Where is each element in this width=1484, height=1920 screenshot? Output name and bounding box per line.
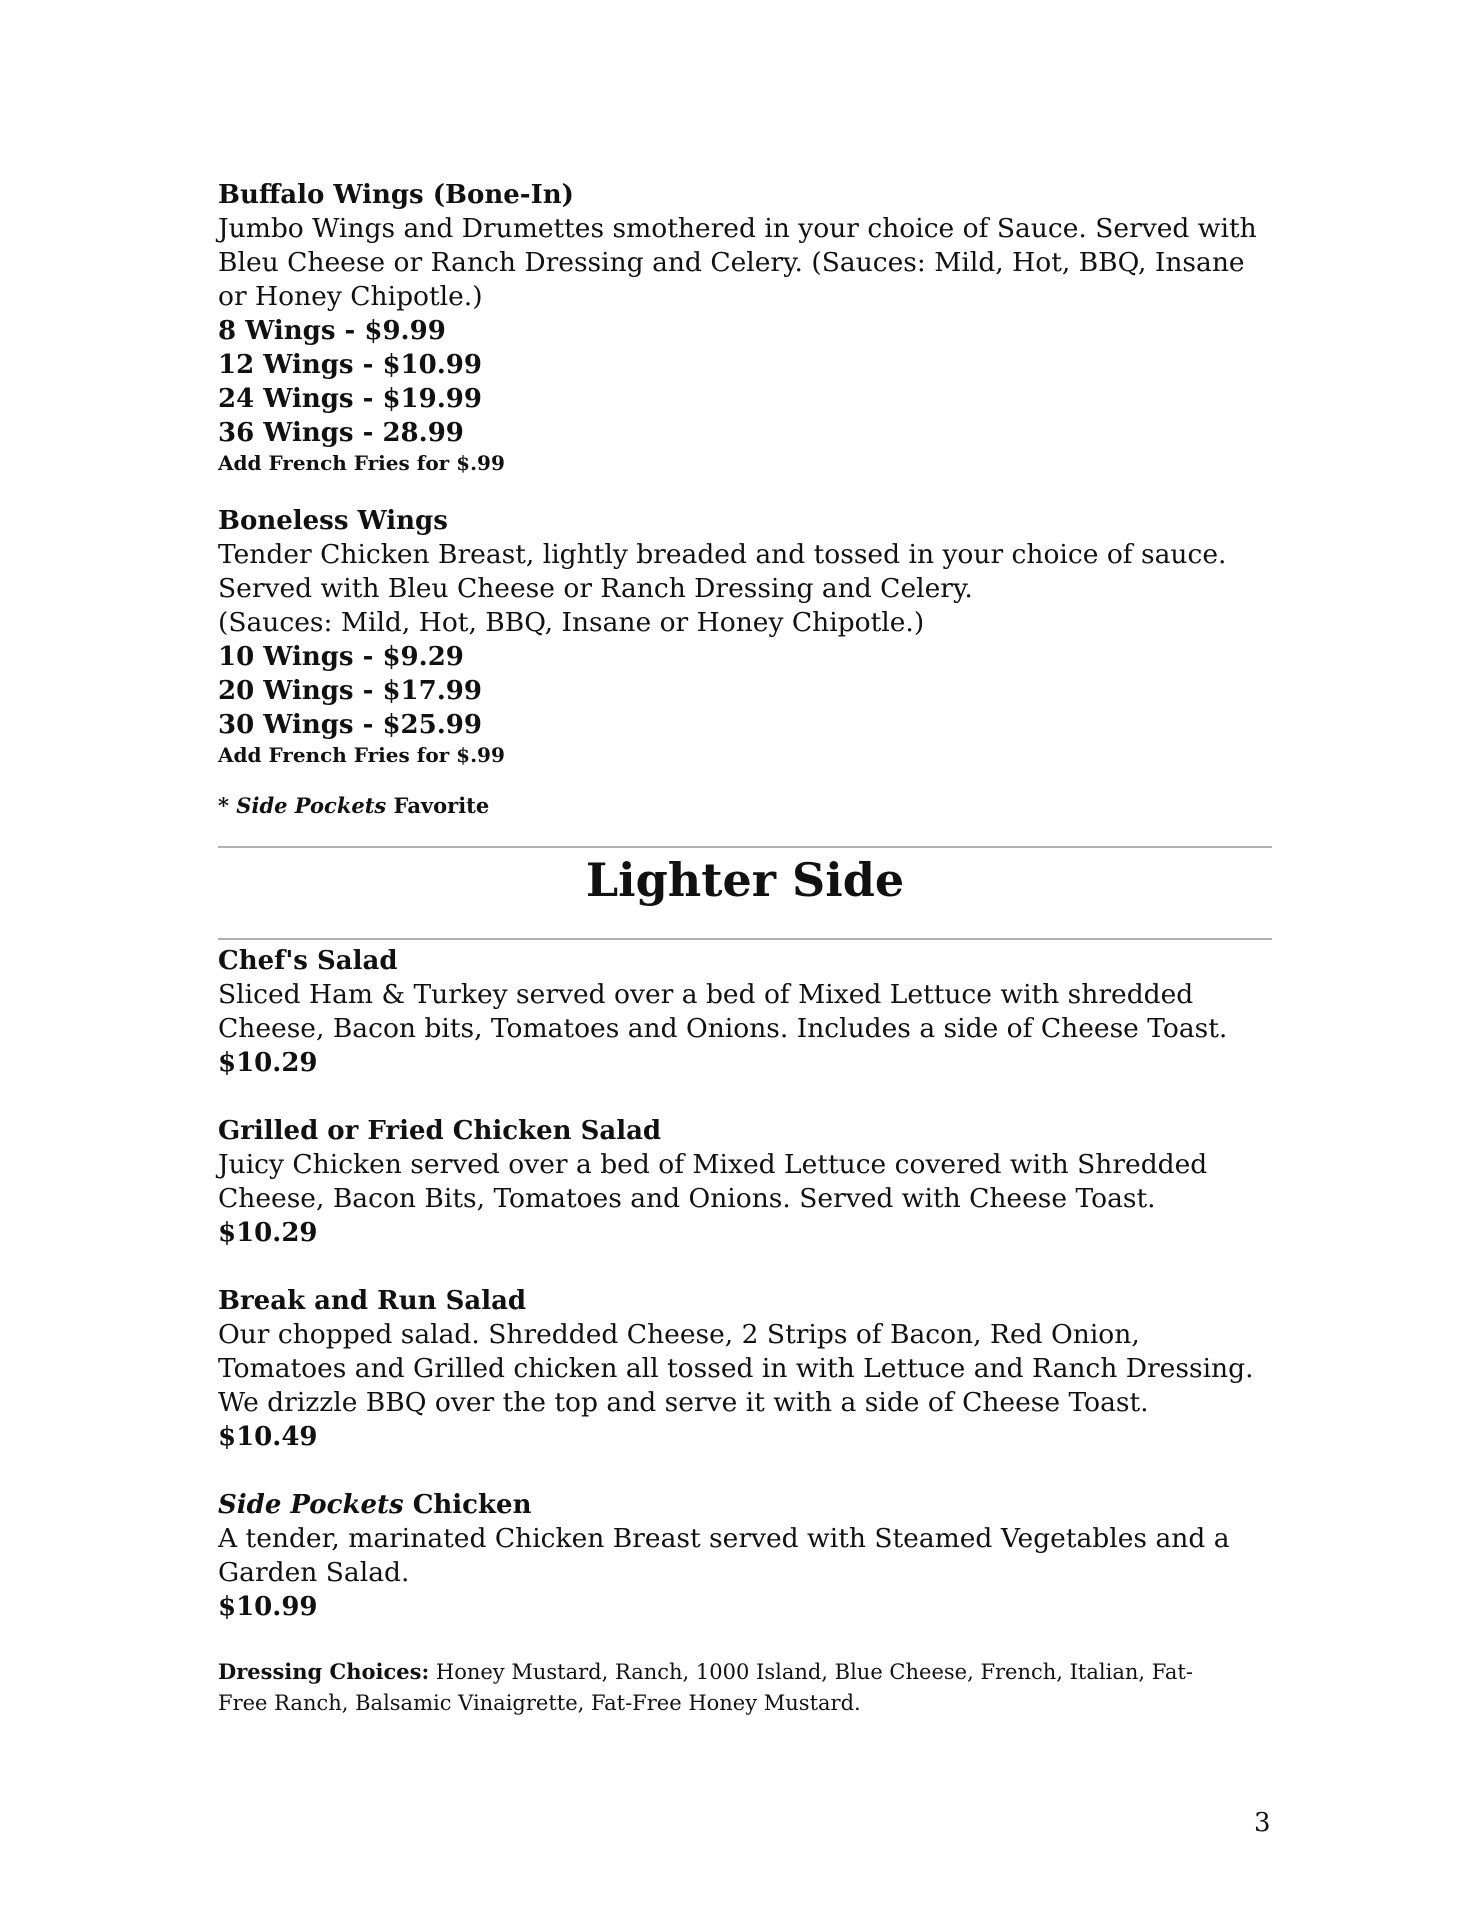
item-price: 36 Wings - 28.99 — [218, 418, 464, 448]
item-description-line: We drizzle BBQ over the top and serve it with a side of Cheese Toast. — [218, 1387, 1149, 1418]
item-description-line: Tender Chicken Breast, lightly breaded and tossed in your choice of sauce. — [218, 539, 1227, 570]
item-description-line: Sliced Ham & Turkey served over a bed of Mixed Lettuce with shredded — [218, 979, 1194, 1010]
item-price: 10 Wings - $9.29 — [218, 642, 464, 672]
item-description-line: or Honey Chipotle.) — [218, 281, 483, 312]
favorite-suffix: Favorite — [386, 793, 490, 818]
favorite-note — [218, 792, 1272, 820]
item-title: Boneless Wings — [218, 506, 448, 536]
menu-item-chefs-salad — [218, 944, 1272, 1080]
item-addon: Add French Fries for $.99 — [218, 451, 505, 475]
item-description-line: Our chopped salad. Shredded Cheese, 2 Strips of Bacon, Red Onion, — [218, 1319, 1140, 1350]
item-price: 8 Wings - $9.99 — [218, 316, 446, 346]
item-title: Chef's Salad — [218, 946, 398, 976]
item-price: 20 Wings - $17.99 — [218, 676, 482, 706]
dressing-list: Honey Mustard, Ranch, 1000 Island, Blue Cheese, French, Italian, Fat- — [429, 1660, 1193, 1684]
item-price: $10.49 — [218, 1422, 318, 1452]
menu-item-boneless-wings — [218, 504, 1272, 768]
section-title: Lighter Side — [585, 853, 905, 907]
menu-item-side-pockets-chicken — [218, 1488, 1272, 1624]
item-description-line: Bleu Cheese or Ranch Dressing and Celery. (Sauces: Mild, Hot, BBQ, Insane — [218, 247, 1245, 278]
page-number: 3 — [1254, 1808, 1271, 1838]
item-description-line: Tomatoes and Grilled chicken all tossed in with Lettuce and Ranch Dressing. — [218, 1353, 1254, 1384]
dressing-line: Free Ranch, Balsamic Vinaigrette, Fat-Free Honey Mustard. — [218, 1691, 861, 1715]
item-price: $10.99 — [218, 1592, 318, 1622]
item-title: Buffalo Wings (Bone-In) — [218, 180, 574, 210]
item-price: $10.29 — [218, 1048, 318, 1078]
item-description-line: Juicy Chicken served over a bed of Mixed Lettuce covered with Shredded — [218, 1149, 1208, 1180]
menu-item-buffalo-wings — [218, 178, 1272, 476]
item-addon: Add French Fries for $.99 — [218, 743, 505, 767]
item-description-line: Jumbo Wings and Drumettes smothered in your choice of Sauce. Served with — [218, 213, 1257, 244]
item-description-line: (Sauces: Mild, Hot, BBQ, Insane or Honey Chipotle.) — [218, 607, 925, 638]
item-description-line: Cheese, Bacon bits, Tomatoes and Onions. Includes a side of Cheese Toast. — [218, 1013, 1228, 1044]
item-title: Grilled or Fried Chicken Salad — [218, 1116, 662, 1146]
item-description-line: A tender, marinated Chicken Breast served with Steamed Vegetables and a — [218, 1523, 1230, 1554]
item-description-line: Cheese, Bacon Bits, Tomatoes and Onions. Served with Cheese Toast. — [218, 1183, 1156, 1214]
item-description-line: Served with Bleu Cheese or Ranch Dressing and Celery. — [218, 573, 973, 604]
item-title — [218, 1488, 1272, 1522]
dressing-line — [218, 1656, 1272, 1688]
brand-name: Side Pockets — [218, 1490, 404, 1520]
item-title: Break and Run Salad — [218, 1286, 527, 1316]
menu-item-break-and-run-salad — [218, 1284, 1272, 1454]
menu-page — [218, 178, 1272, 1719]
item-price: 24 Wings - $19.99 — [218, 384, 482, 414]
item-price: $10.29 — [218, 1218, 318, 1248]
favorite-star: * — [218, 793, 237, 818]
item-price: 30 Wings - $25.99 — [218, 710, 482, 740]
item-description-line: Garden Salad. — [218, 1557, 410, 1588]
brand-name: Side Pockets — [236, 793, 387, 818]
dressing-label: Dressing Choices: — [218, 1659, 430, 1684]
item-price: 12 Wings - $10.99 — [218, 350, 482, 380]
menu-item-chicken-salad — [218, 1114, 1272, 1250]
item-title-rest: Chicken — [403, 1490, 532, 1520]
dressing-choices — [218, 1656, 1272, 1719]
